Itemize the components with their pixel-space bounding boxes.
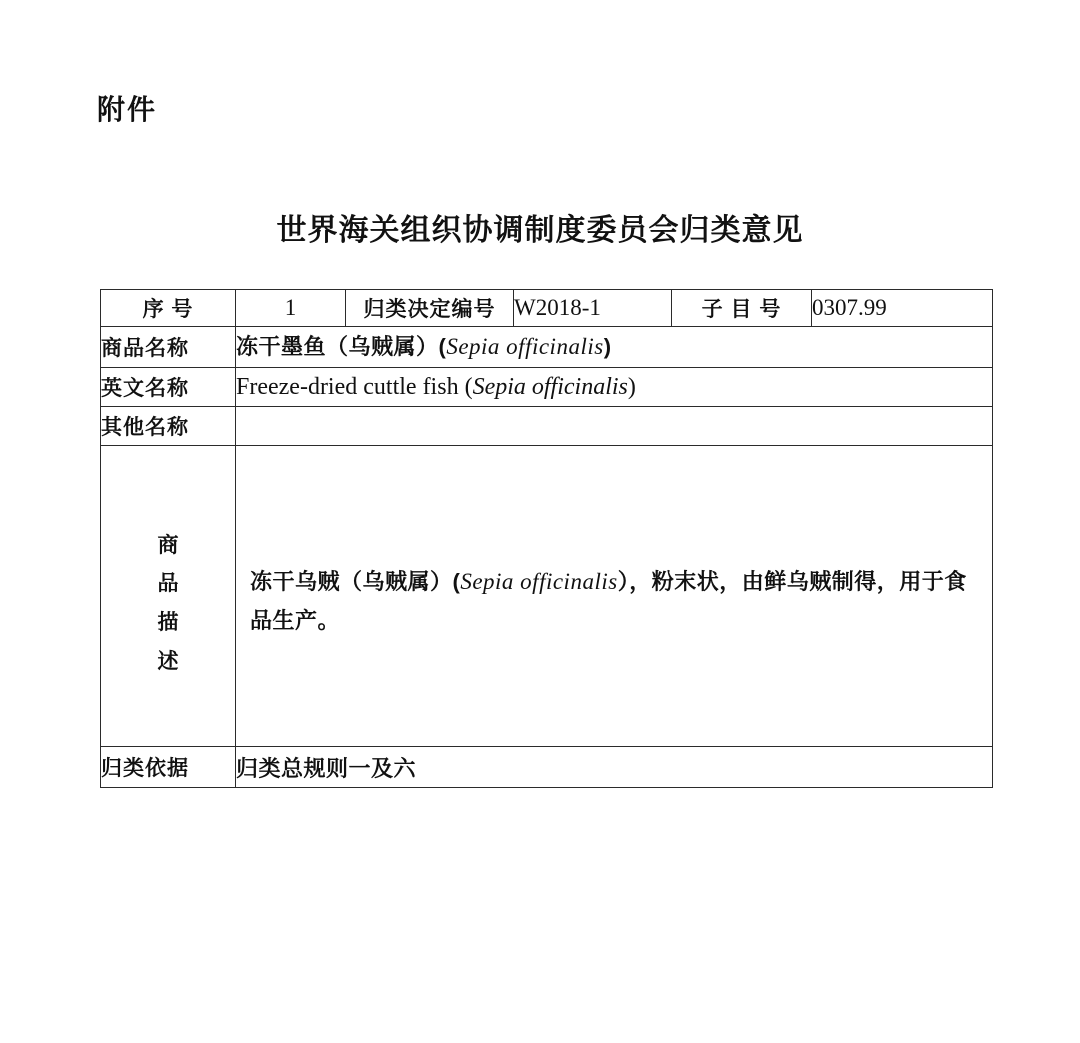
- desc-char-1: 商: [157, 533, 179, 557]
- table-row: [101, 368, 993, 407]
- label-decision-no: 归类决定编号: [346, 290, 514, 327]
- product-name-cn: 冻干墨鱼（乌贼属）(: [236, 334, 447, 359]
- desc-char-4: 述: [157, 650, 179, 674]
- value-subheading-no: 0307.99: [812, 290, 993, 327]
- label-sequence-no: 序 号: [101, 290, 236, 327]
- value-decision-no: W2018-1: [514, 290, 672, 327]
- label-product-name: 商品名称: [101, 327, 236, 368]
- table-row: [101, 747, 993, 788]
- label-product-description: [101, 446, 236, 747]
- label-other-name: 其他名称: [101, 407, 236, 446]
- value-classification-basis: 归类总规则一及六: [236, 747, 993, 788]
- desc-char-3: 描: [157, 611, 179, 635]
- label-classification-basis: 归类依据: [101, 747, 236, 788]
- english-name-suffix: ): [627, 373, 636, 400]
- product-name-latin: Sepia officinalis: [446, 334, 604, 359]
- table-row: [101, 407, 993, 446]
- description-latin: Sepia officinalis: [460, 568, 618, 594]
- value-product-description: [236, 446, 993, 747]
- value-sequence-no: 1: [236, 290, 346, 327]
- label-english-name: 英文名称: [101, 368, 236, 407]
- page-title: 世界海关组织协调制度委员会归类意见: [276, 214, 804, 247]
- description-part-1: 冻干乌贼（乌贼属）(: [250, 568, 461, 594]
- attachment-label: 附件: [97, 94, 158, 125]
- label-subheading-no: 子 目 号: [672, 290, 812, 327]
- english-name-scientific: Sepia officinalis: [472, 373, 628, 400]
- table-row: [101, 290, 993, 327]
- table-row: [101, 446, 993, 747]
- table-row: [101, 327, 993, 368]
- desc-char-2: 品: [157, 572, 179, 596]
- classification-opinion-table: [100, 289, 993, 788]
- product-name-cn-tail: ): [603, 334, 612, 359]
- value-english-name: [236, 368, 993, 407]
- value-product-name: [236, 327, 993, 368]
- value-other-name: [236, 407, 993, 446]
- description-part-2: ），粉末状，由鲜乌贼制得，用于食品生产。: [250, 568, 967, 634]
- english-name-prefix: Freeze-dried cuttle fish (: [236, 373, 473, 400]
